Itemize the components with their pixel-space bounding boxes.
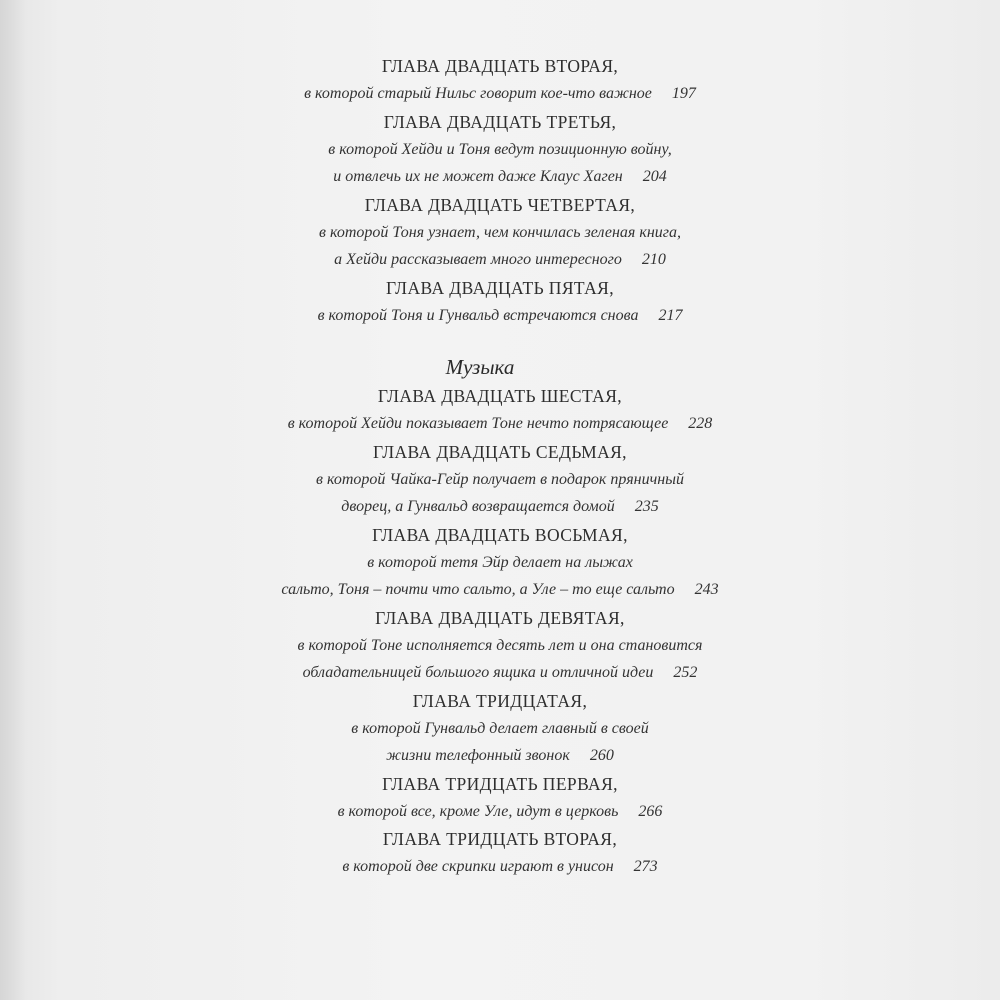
chapter-description-text: жизни телефонный звонок (386, 747, 570, 764)
chapter-description-line: в которой тетя Эйр делает на лыжах (367, 553, 633, 571)
chapter-title: ГЛАВА ДВАДЦАТЬ ШЕСТАЯ, (377, 386, 623, 406)
chapter-description-line (200, 493, 800, 521)
chapter-description-text: дворец, а Гунвальд возвращается домой (341, 498, 615, 515)
chapter-description-line: в которой Тоня узнает, чем кончилась зеленая книга, (319, 223, 681, 241)
page-number: 252 (673, 664, 698, 681)
chapter-title: ГЛАВА ДВАДЦАТЬ ПЯТАЯ, (385, 277, 615, 298)
chapter-description-line (200, 80, 800, 108)
chapter-description-line (200, 163, 800, 191)
chapter-description-line: в которой Чайка-Гейр получает в подарок пряничный (316, 470, 684, 488)
chapter-title: ГЛАВА ДВАДЦАТЬ ТРЕТЬЯ, (383, 111, 617, 132)
toc-entry (200, 191, 800, 274)
chapter-description-text: а Хейди рассказывает много интересного (334, 251, 622, 268)
chapter-title: ГЛАВА ТРИДЦАТЬ ВТОРАЯ, (382, 829, 618, 849)
chapter-description-line (200, 246, 800, 274)
chapter-title: ГЛАВА ТРИДЦАТАЯ, (412, 690, 588, 711)
page-number: 235 (634, 498, 659, 515)
toc-entry (200, 108, 800, 191)
chapter-description-line (200, 302, 800, 330)
toc-entry (200, 52, 800, 108)
page-number: 197 (671, 85, 696, 102)
chapter-description-line (200, 853, 800, 881)
chapter-description-line (200, 742, 800, 770)
toc-entry (200, 382, 800, 438)
toc-entry (200, 825, 800, 881)
chapter-title: ГЛАВА ДВАДЦАТЬ СЕДЬМАЯ, (373, 441, 627, 462)
chapter-title: ГЛАВА ДВАДЦАТЬ ВОСЬМАЯ, (372, 524, 628, 545)
chapter-title: ГЛАВА ДВАДЦАТЬ ВТОРАЯ, (381, 56, 619, 76)
chapter-description-text: в которой старый Нильс говорит кое-что важное (304, 85, 652, 102)
page-number: 210 (641, 251, 666, 268)
chapter-description-line (200, 410, 800, 438)
chapter-description-line (200, 659, 800, 687)
toc-entry (200, 521, 800, 604)
toc-entry (200, 687, 800, 770)
page-gutter-shadow (0, 0, 26, 1000)
chapter-description-text: обладательницей большого ящика и отличной идеи (302, 664, 654, 681)
page-number: 228 (688, 415, 713, 432)
chapter-title: ГЛАВА ДВАДЦАТЬ ЧЕТВЕРТАЯ, (364, 194, 636, 215)
chapter-description-line: в которой Тоне исполняется десять лет и она становится (297, 636, 703, 654)
page-number: 273 (633, 858, 658, 875)
toc-entry (200, 770, 800, 826)
page-number: 266 (638, 802, 663, 820)
toc-entry (200, 438, 800, 521)
chapter-description-line (200, 576, 800, 604)
chapter-description-text: в которой все, кроме Уле, идут в церковь (337, 802, 619, 820)
table-of-contents (200, 52, 800, 881)
chapter-description-line (200, 798, 800, 826)
page-number: 217 (658, 306, 683, 324)
chapter-description-line: в которой Гунвальд делает главный в своей (351, 719, 649, 737)
chapter-description-text: и отвлечь их не может даже Клаус Хаген (333, 168, 623, 185)
page-number: 243 (694, 581, 719, 598)
chapter-description-text: в которой Тоня и Гунвальд встречаются снова (317, 306, 639, 324)
section-heading: Музыка (445, 355, 515, 379)
chapter-description-text: в которой две скрипки играют в унисон (342, 858, 614, 875)
toc-entry (200, 274, 800, 330)
toc-entry (200, 604, 800, 687)
chapter-description-text: сальто, Тоня – почти что сальто, а Уле – то еще сальто (281, 581, 675, 598)
chapter-description-line: в которой Хейди и Тоня ведут позиционную войну, (328, 140, 672, 158)
chapter-title: ГЛАВА ДВАДЦАТЬ ДЕВЯТАЯ, (375, 607, 625, 628)
chapter-description-text: в которой Хейди показывает Тоне нечто потрясающее (287, 415, 669, 432)
page-number: 204 (642, 168, 667, 185)
page-number: 260 (589, 747, 614, 764)
chapter-title: ГЛАВА ТРИДЦАТЬ ПЕРВАЯ, (382, 773, 618, 794)
